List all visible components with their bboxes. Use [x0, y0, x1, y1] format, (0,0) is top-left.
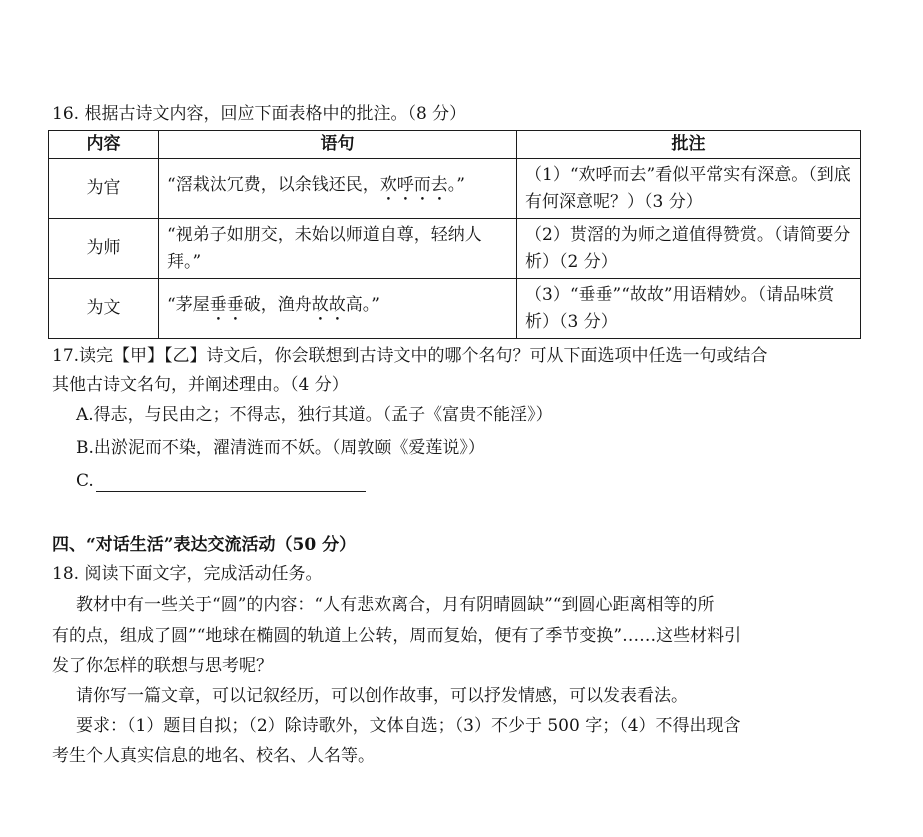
- q16-prompt: 16. 根据古诗文内容，回应下面表格中的批注。（8 分）: [52, 104, 467, 124]
- table-row: [49, 159, 861, 219]
- q18-para3-line2: 考生个人真实信息的地名、校名、人名等。: [52, 746, 375, 766]
- header-annotation: 批注: [517, 131, 861, 159]
- header-content: 内容: [49, 131, 159, 159]
- row-sentence: “茅屋垂垂破，渔舟故故高。”: [159, 279, 517, 339]
- q17-option-b: B.出淤泥而不染，濯清涟而不妖。（周敦颐《爱莲说》）: [76, 438, 485, 458]
- table-row: [49, 279, 861, 339]
- table-row: [49, 219, 861, 279]
- row-sentence: “视弟子如朋交，未始以师道自尊，轻纳人拜。”: [159, 219, 517, 279]
- row-note: （1）“欢呼而去”看似平常实有深意。（到底有何深意呢？）（3 分）: [517, 159, 861, 219]
- q18-para1-line3: 发了你怎样的联想与思考呢？: [52, 656, 273, 676]
- row-topic: 为官: [49, 159, 159, 219]
- q18-prompt: 18. 阅读下面文字，完成活动任务。: [52, 564, 323, 584]
- section4-title: 四、“对话生活”表达交流活动（50 分）: [52, 535, 357, 555]
- row-note: （2）贳滘的为师之道值得赞赏。（请简要分析）（2 分）: [517, 219, 861, 279]
- row-topic: 为文: [49, 279, 159, 339]
- q18-para3-line1: 要求：（1）题目自拟；（2）除诗歌外，文体自选；（3）不少于 500 字；（4）不得出现含: [76, 716, 741, 736]
- q17-option-c: C.: [76, 470, 366, 492]
- table-header-row: [49, 131, 861, 159]
- q18-para1-line2: 有的点，组成了圆”“地球在椭圆的轨道上公转，周而复始，便有了季节变换”……这些材料引: [52, 626, 742, 646]
- q18-para2: 请你写一篇文章，可以记叙经历，可以创作故事，可以抒发情感，可以发表看法。: [76, 686, 688, 706]
- q18-para1-line1: 教材中有一些关于“圆”的内容：“人有悲欢离合，月有阴晴圆缺”“到圆心距离相等的所: [76, 595, 715, 615]
- q17-option-a: A.得志，与民由之；不得志，独行其道。（孟子《富贵不能淫》）: [76, 405, 553, 425]
- row-topic: 为师: [49, 219, 159, 279]
- row-sentence: “滘栽汰冗费，以余钱还民，欢呼而去。”: [159, 159, 517, 219]
- q17-line2: 其他古诗文名句，并阐述理由。（4 分）: [52, 375, 349, 395]
- row-note: （3）“垂垂”“故故”用语精妙。（请品味赏析）（3 分）: [517, 279, 861, 339]
- answer-blank[interactable]: [96, 473, 366, 492]
- header-sentence: 语句: [159, 131, 517, 159]
- q17-line1: 17.读完【甲】【乙】诗文后，你会联想到古诗文中的哪个名句？可从下面选项中任选一句或结合: [52, 346, 768, 366]
- annotation-table: [48, 130, 861, 339]
